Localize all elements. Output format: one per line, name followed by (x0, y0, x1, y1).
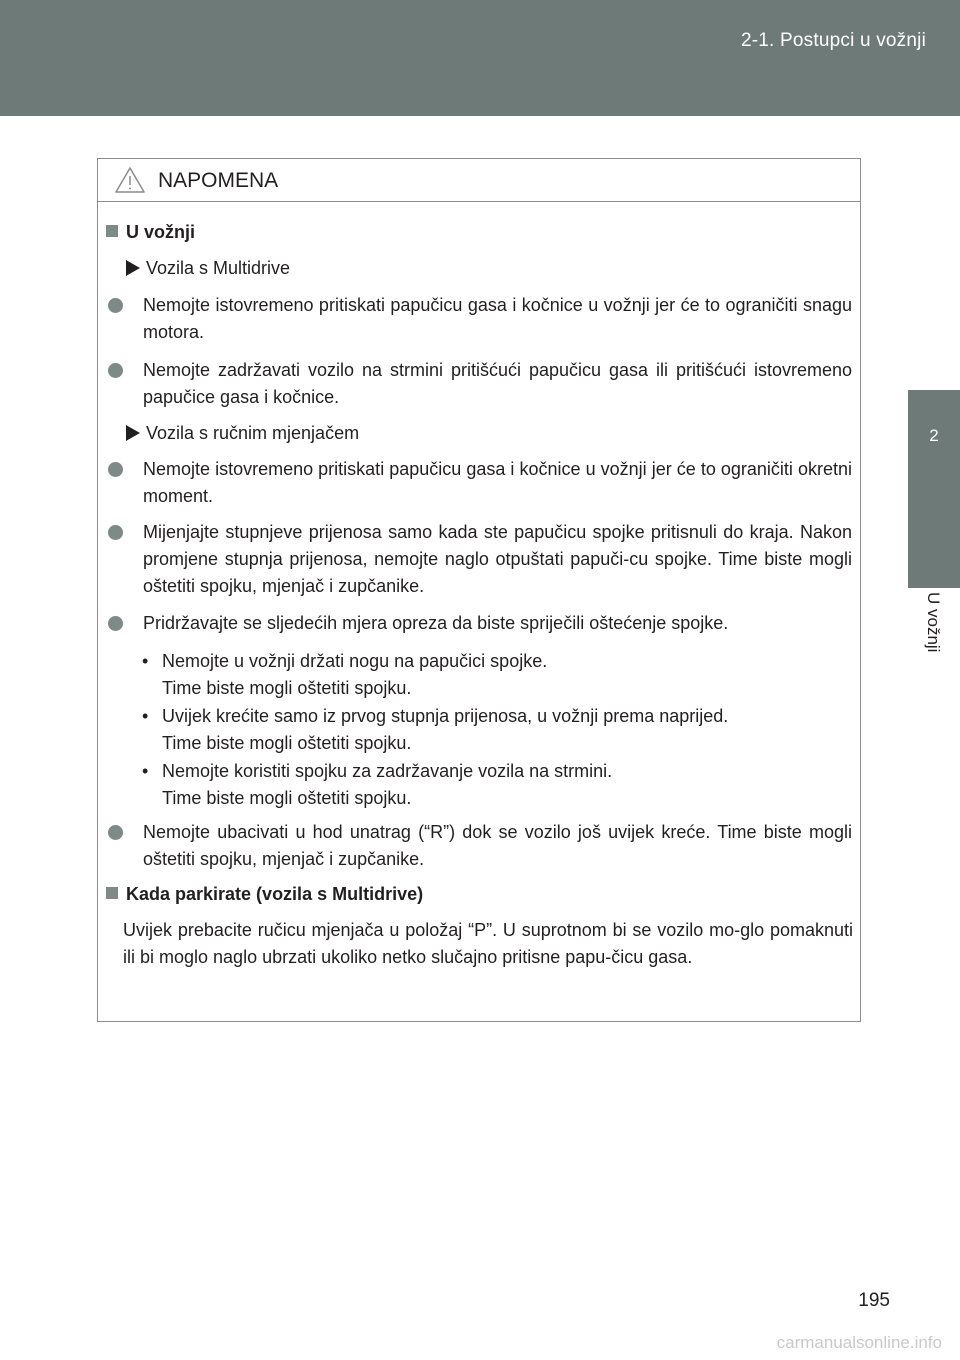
note-title: NAPOMENA (158, 169, 279, 192)
list-item: Pridržavajte se sljedećih mjera opreza da biste spriječili oštećenje spojke. (108, 610, 852, 637)
list-item: Mijenjajte stupnjeve prijenosa samo kada ste papučicu spojke pritisnuli do kraja. Nakon promjene stupnja prijenosa, nemojte naglo otpuštati papuči-cu spojke. Time biste mogli oštetiti spojku, mjenjač i zupčanike. (108, 519, 852, 600)
section-heading: U vožnji (106, 219, 195, 246)
note-box (97, 158, 861, 1022)
header-band (0, 0, 960, 116)
round-bullet-icon (108, 298, 123, 313)
list-item: Nemojte ubacivati u hod unatrag (“R”) dok se vozilo još uvijek kreće. Time biste mogli oštetiti spojku, mjenjač i zupčanike. (108, 819, 852, 873)
round-bullet-icon (108, 825, 123, 840)
note-header (98, 159, 860, 202)
triangle-arrow-icon (126, 425, 140, 441)
watermark: carmanualsonline.info (776, 1333, 942, 1352)
triangle-arrow-icon (126, 260, 140, 276)
round-bullet-icon (108, 363, 123, 378)
warning-icon (114, 166, 146, 194)
round-bullet-icon (108, 462, 123, 477)
list-item: Nemojte istovremeno pritiskati papučicu gasa i kočnice u vožnji jer će to ograničiti snagu motora. (108, 292, 852, 346)
square-bullet-icon (106, 225, 118, 237)
square-bullet-icon (106, 887, 118, 899)
sub-list-item: • Nemojte u vožnji držati nogu na papučici spojke. Time biste mogli oštetiti spojku. (142, 651, 548, 698)
chapter-label: U vožnji (924, 592, 943, 653)
paragraph: Uvijek prebacite ručicu mjenjača u položaj “P”. U suprotnom bi se vozilo mo-glo pomaknuti ili bi moglo naglo ubrzati ukoliko netko slučajno pritisne papu-čicu gasa. (123, 920, 853, 967)
section-heading: Kada parkirate (vozila s Multidrive) (106, 881, 423, 908)
list-item: Nemojte istovremeno pritiskati papučicu gasa i kočnice u vožnji jer će to ograničiti okretni moment. (108, 456, 852, 510)
subsection-label: Vozila s ručnim mjenjačem (126, 420, 359, 447)
sub-list-item: • Nemojte koristiti spojku za zadržavanje vozila na strmini. Time biste mogli oštetiti spojku. (142, 761, 613, 808)
chapter-number: 2 (929, 426, 939, 445)
section-title: 2-1. Postupci u vožnji (741, 30, 926, 51)
chapter-tab (908, 390, 960, 588)
sub-list-item: • Uvijek krećite samo iz prvog stupnja prijenosa, u vožnji prema naprijed. Time biste mogli oštetiti spojku. (142, 706, 729, 753)
subsection-label: Vozila s Multidrive (126, 255, 290, 282)
page-number: 195 (858, 1290, 890, 1311)
chapter-label-container (908, 592, 960, 692)
list-item: Nemojte zadržavati vozilo na strmini pritišćući papučicu gasa ili pritišćući istovremeno papučice gasa i kočnice. (108, 357, 852, 411)
round-bullet-icon (108, 525, 123, 540)
round-bullet-icon (108, 616, 123, 631)
